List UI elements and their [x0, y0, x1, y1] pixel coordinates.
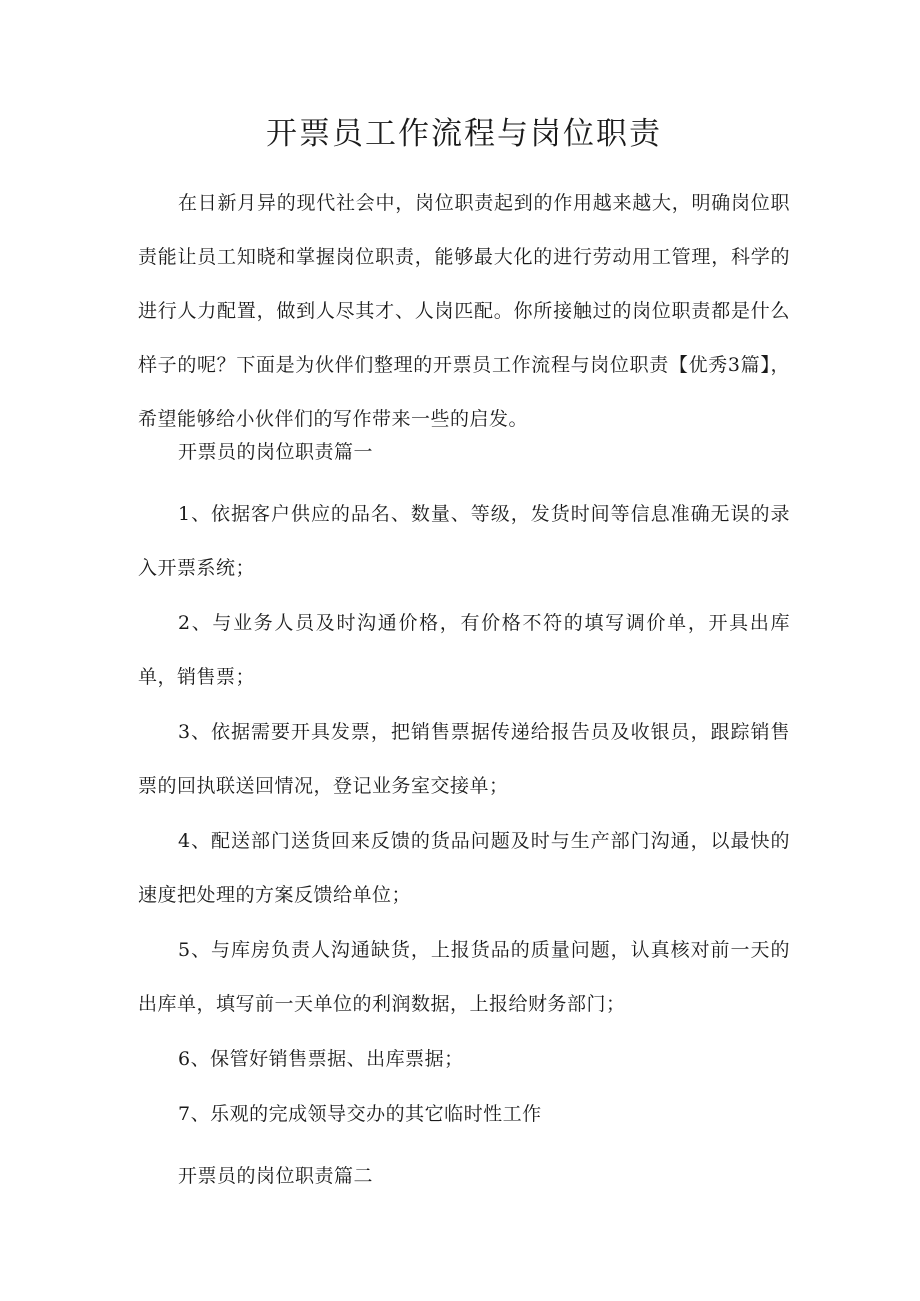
duty-item-5: 5、与库房负责人沟通缺货，上报货品的质量问题，认真核对前一天的出库单，填写前一天单位的利润数据，上报给财务部门；: [138, 939, 790, 1015]
duty-item-7: 7、乐观的完成领导交办的其它临时性工作: [178, 1103, 542, 1125]
duty-item-3: 3、依据需要开具发票，把销售票据传递给报告员及收银员，跟踪销售票的回执联送回情况，登记业务室交接单；: [138, 721, 790, 797]
duty-item-4: 4、配送部门送货回来反馈的货品问题及时与生产部门沟通，以最快的速度把处理的方案反馈给单位；: [138, 830, 790, 906]
section-heading-1: 开票员的岗位职责篇一: [178, 441, 374, 463]
duty-item-6: 6、保管好销售票据、出库票据；: [178, 1048, 464, 1070]
intro-paragraph: 在日新月异的现代社会中，岗位职责起到的作用越来越大，明确岗位职责能让员工知晓和掌握岗位职责，能够最大化的进行劳动用工管理，科学的进行人力配置，做到人尽其才、人岗匹配。你所接触过的岗位职责都是什么样子的呢？下面是为伙伴们整理的开票员工作流程与岗位职责【优秀3篇】，希望能够给小伙伴们的写作带来一些的启发。: [138, 192, 790, 430]
duty-item-1: 1、依据客户供应的品名、数量、等级，发货时间等信息准确无误的录入开票系统；: [138, 503, 790, 579]
duty-item-2: 2、与业务人员及时沟通价格，有价格不符的填写调价单，开具出库单，销售票；: [138, 612, 790, 688]
document-title: 开票员工作流程与岗位职责: [266, 116, 662, 152]
section-heading-2: 开票员的岗位职责篇二: [178, 1165, 374, 1187]
